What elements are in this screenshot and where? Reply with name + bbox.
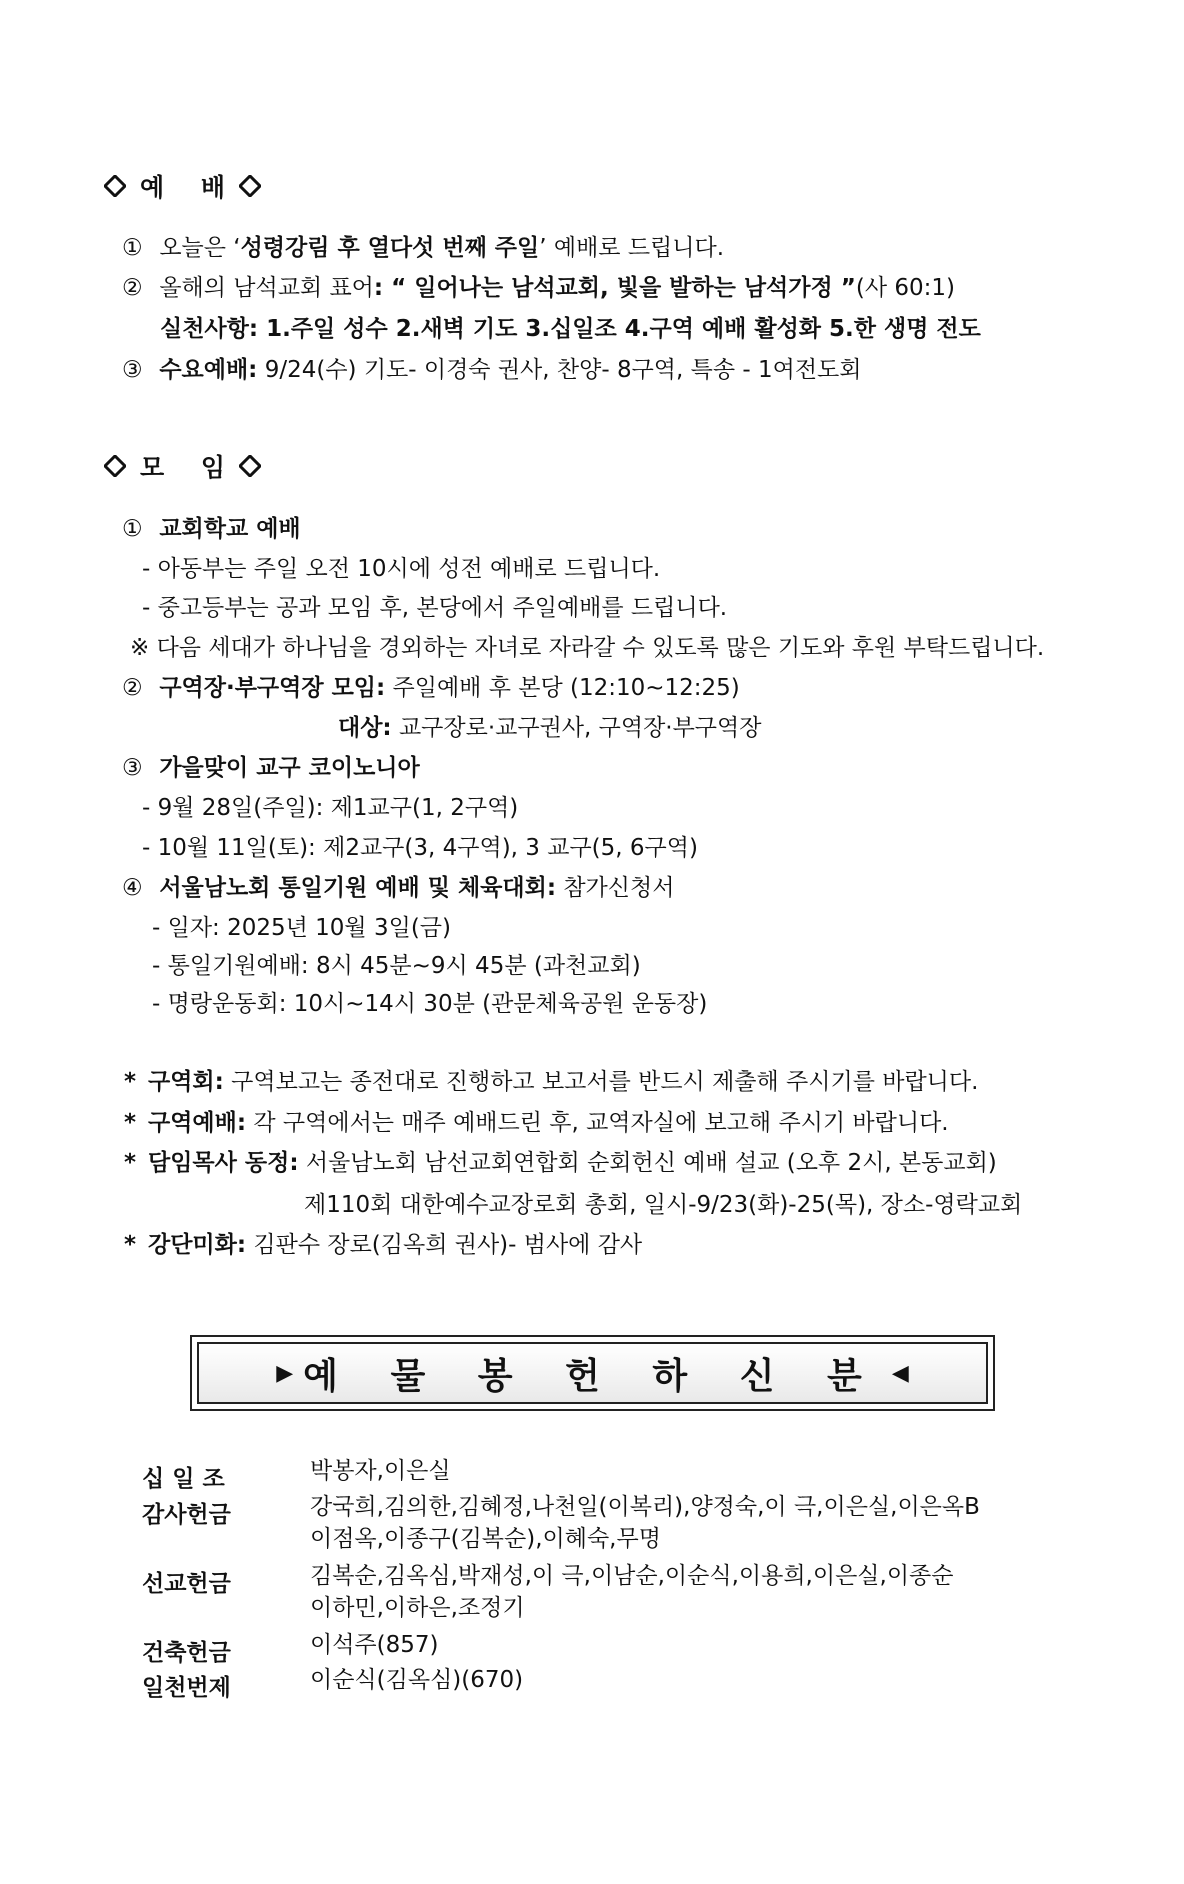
diamond-icon <box>239 455 261 477</box>
meeting-title-text: 모 임 <box>140 453 240 482</box>
offering-names: 박봉자,이은실 <box>310 1458 451 1484</box>
diamond-icon <box>104 455 126 477</box>
offering-label: 십 일 조 <box>142 1466 225 1492</box>
meeting-item-4-sub-3: - 명랑운동회: 10시~14시 30분 (관문체육공원 운동장) <box>152 991 708 1017</box>
right-triangle-icon: ▶ <box>276 1360 294 1386</box>
offering-names: 강국희,김의한,김혜정,나천일(이복리),양정숙,이 극,이은실,이은옥B 이점옥,이종구(김복순),이혜숙,무명 <box>310 1494 980 1552</box>
notice-item: * 담임목사 동정: 서울남노회 남선교회연합회 순회헌신 예배 설교 (오후 2시, 본동교회) <box>124 1150 997 1176</box>
worship-item-3: ③ 수요예배: 9/24(수) 기도- 이경숙 권사, 찬양- 8구역, 특송 - 1여전도회 <box>122 357 862 383</box>
meeting-item-1-note: ※ 다음 세대가 하나님을 경외하는 자녀로 자라갈 수 있도록 많은 기도와 후원 부탁드립니다. <box>130 635 1045 661</box>
notice-item: * 강단미화: 김판수 장로(김옥희 권사)- 범사에 감사 <box>124 1232 643 1258</box>
meeting-item-1-sub-1: - 아동부는 주일 오전 10시에 성전 예배로 드립니다. <box>142 556 661 582</box>
meeting-item-1: ① 교회학교 예배 <box>122 516 301 542</box>
diamond-icon <box>104 175 126 197</box>
meeting-item-2: ② 구역장·부구역장 모임: 주일예배 후 본당 (12:10~12:25) <box>122 675 740 701</box>
offering-banner-title: 예 물 봉 헌 하 신 분 <box>303 1355 882 1397</box>
offering-names: 김복순,김옥심,박재성,이 극,이남순,이순식,이용희,이은실,이종순 이하민,이하은,조정기 <box>310 1563 954 1621</box>
worship-title-text: 예 배 <box>140 173 240 202</box>
worship-section-title <box>104 168 261 204</box>
meeting-section-title <box>104 448 261 484</box>
worship-practice-line: 실천사항: 1.주일 성수 2.새벽 기도 3.십일조 4.구역 예배 활성화 5.한 생명 전도 <box>160 316 981 342</box>
meeting-item-4-sub-2: - 통일기원예배: 8시 45분~9시 45분 (과천교회) <box>152 953 641 979</box>
meeting-item-3: ③ 가을맞이 교구 코이노니아 <box>122 755 420 781</box>
notice-item: * 구역예배: 각 구역에서는 매주 예배드린 후, 교역자실에 보고해 주시기 바랍니다. <box>124 1110 949 1136</box>
worship-item-2: ② 올해의 남석교회 표어: “ 일어나는 남석교회, 빛을 발하는 남석가정 ”(사 60:1) <box>122 275 955 301</box>
offering-label: 일천번제 <box>142 1675 231 1701</box>
notice-item: * 구역회: 구역보고는 종전대로 진행하고 보고서를 반드시 제출해 주시기를 바랍니다. <box>124 1069 979 1095</box>
notice-item-continuation: 제110회 대한예수교장로회 총회, 일시-9/23(화)-25(목), 장소-영락교회 <box>304 1192 1023 1218</box>
worship-item-1: ① 오늘은 ‘성령강림 후 열다섯 번째 주일’ 예배로 드립니다. <box>122 235 725 261</box>
offering-label: 감사헌금 <box>142 1502 231 1528</box>
offering-banner <box>190 1335 995 1411</box>
diamond-icon <box>239 175 261 197</box>
offering-label: 건축헌금 <box>142 1640 231 1666</box>
offering-label: 선교헌금 <box>142 1571 231 1597</box>
meeting-item-1-sub-2: - 중고등부는 공과 모임 후, 본당에서 주일예배를 드립니다. <box>142 595 728 621</box>
meeting-item-4: ④ 서울남노회 통일기원 예배 및 체육대회: 참가신청서 <box>122 875 675 901</box>
offering-names: 이석주(857) <box>310 1632 439 1658</box>
meeting-item-4-sub-1: - 일자: 2025년 10월 3일(금) <box>152 915 451 941</box>
meeting-item-3-sub-2: - 10월 11일(토): 제2교구(3, 4구역), 3 교구(5, 6구역) <box>142 835 698 861</box>
offering-names: 이순식(김옥심)(670) <box>310 1667 524 1693</box>
offering-banner-inner <box>197 1342 988 1404</box>
meeting-item-2-target: 대상: 교구장로·교구권사, 구역장·부구역장 <box>338 715 762 741</box>
left-triangle-icon: ◀ <box>891 1360 909 1386</box>
meeting-item-3-sub-1: - 9월 28일(주일): 제1교구(1, 2구역) <box>142 795 519 821</box>
